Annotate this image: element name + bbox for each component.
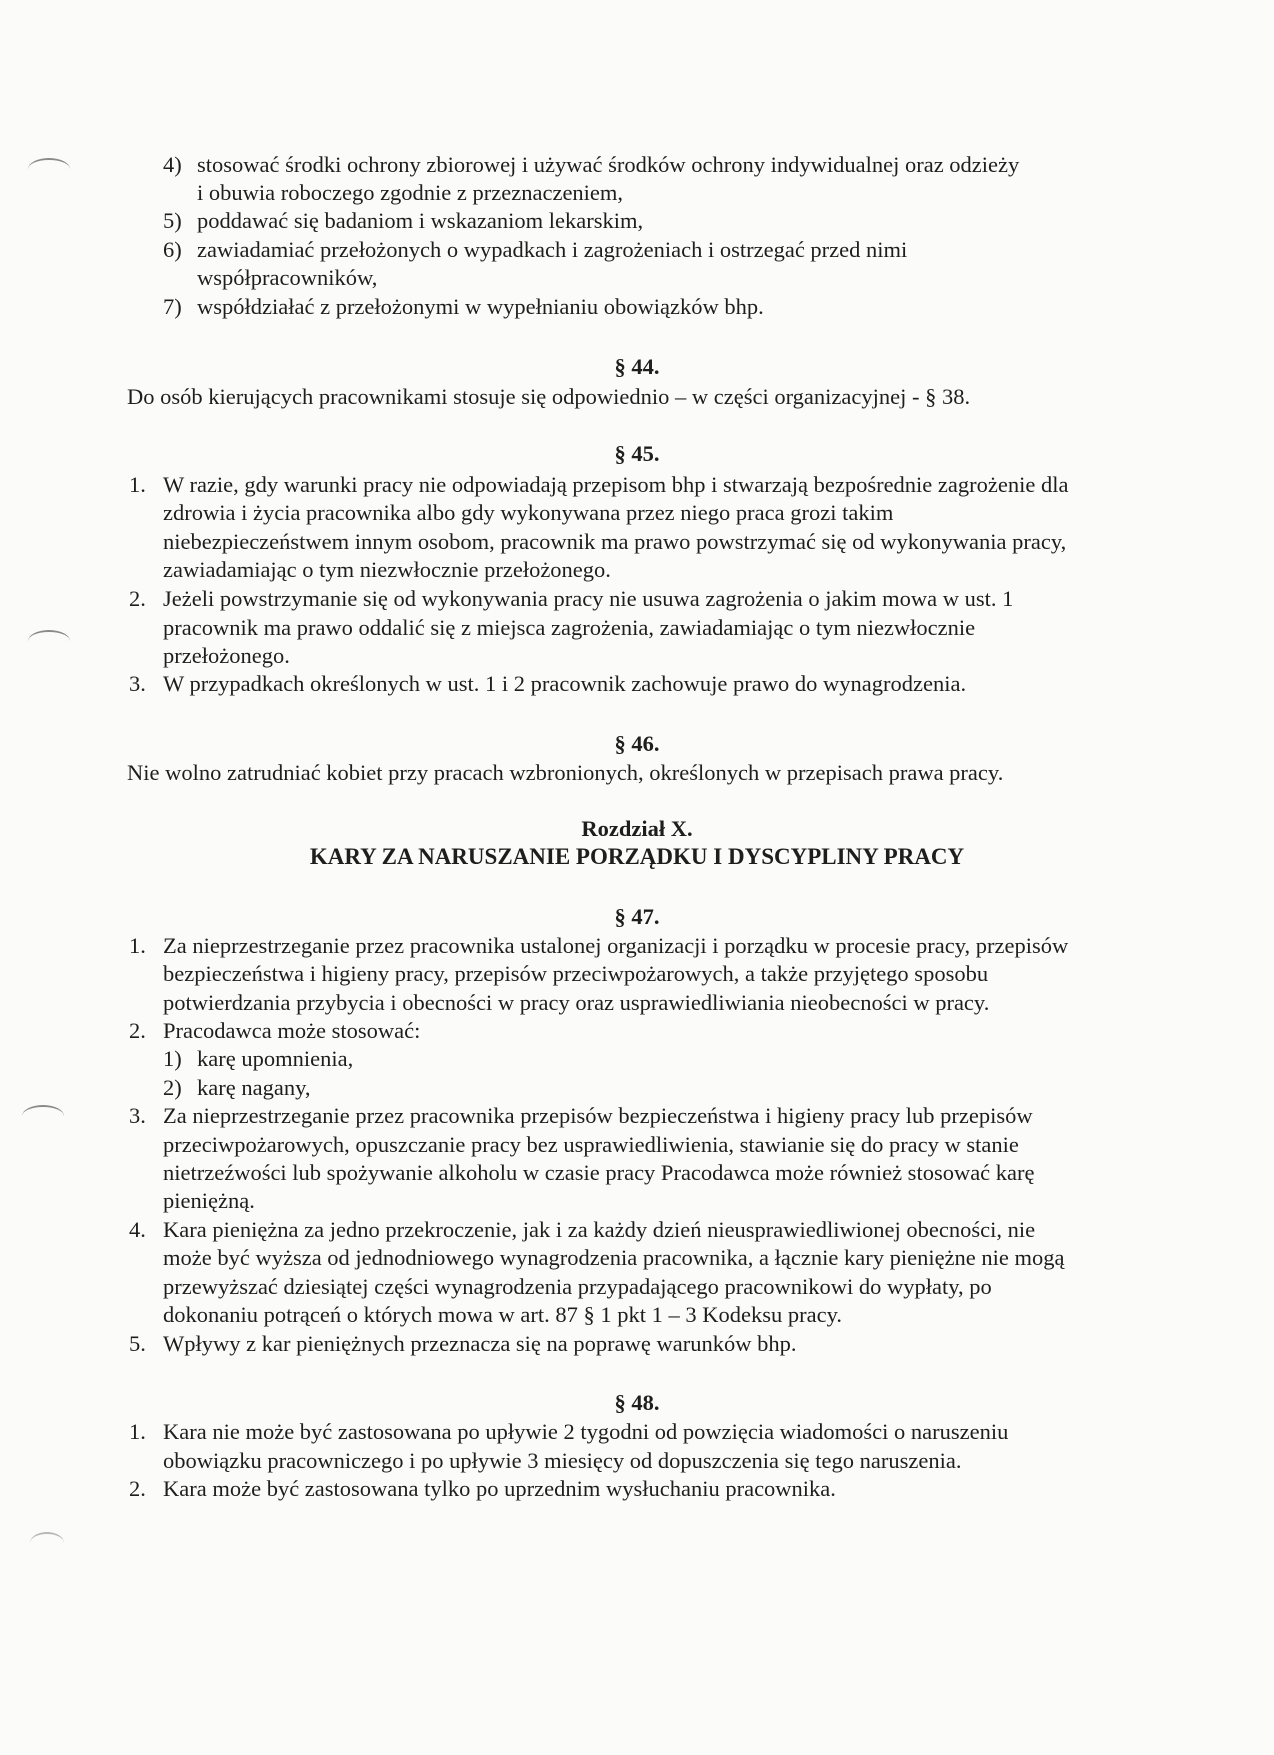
list-item-line: nietrzeźwości lub spożywanie alkoholu w czasie pracy Pracodawca może również stosować karę [163, 1160, 1035, 1185]
list-item-line: Pracodawca może stosować: [163, 1018, 421, 1043]
paragraph: Do osób kierujących pracownikami stosuje się odpowiednio – w części organizacyjnej - § 38. [127, 384, 971, 409]
sub-item-text: karę upomnienia, [197, 1046, 354, 1071]
list-item-line: Kara nie może być zastosowana po upływie 2 tygodni od powzięcia wiadomości o naruszeniu [163, 1419, 1009, 1444]
list-item-line: pracownik ma prawo oddalić się z miejsca zagrożenia, zawiadamiając o tym niezwłocznie [163, 615, 976, 640]
list-item-number: 1. [129, 933, 146, 958]
list-item-number: 3. [129, 671, 146, 696]
list-item-line: przewyższać dziesiątej części wynagrodzenia przypadającego pracownikowi do wypłaty, po [163, 1274, 992, 1299]
list-item-line: pieniężną. [163, 1188, 255, 1213]
list-item-number: 6) [163, 237, 182, 262]
list-item-line: współdziałać z przełożonymi w wypełnianiu obowiązków bhp. [197, 294, 764, 319]
list-item-line: Za nieprzestrzeganie przez pracownika przepisów bezpieczeństwa i higieny pracy lub przepisów [163, 1103, 1033, 1128]
list-item-line: przeciwpożarowych, opuszczanie pracy bez usprawiedliwienia, stawianie się do pracy w stanie [163, 1132, 1019, 1157]
section-heading: § 46. [614, 731, 660, 756]
list-item-line: Za nieprzestrzeganie przez pracownika ustalonej organizacji i porządku w procesie pracy, przepisów [163, 933, 1069, 958]
punch-hole-mark [22, 1105, 64, 1127]
punch-hole-mark [30, 1532, 64, 1554]
list-item-line: zdrowia i życia pracownika albo gdy wykonywana przez niego praca grozi takim [163, 500, 894, 525]
list-item-number: 2. [129, 586, 146, 611]
list-item-number: 2. [129, 1018, 146, 1043]
list-item-number: 4) [163, 152, 182, 177]
list-item-number: 2. [129, 1476, 146, 1501]
list-item-line: obowiązku pracowniczego i po upływie 3 miesięcy od dopuszczenia się tego naruszenia. [163, 1448, 962, 1473]
punch-hole-mark [28, 158, 70, 180]
list-item-number: 3. [129, 1103, 146, 1128]
sub-item-number: 2) [163, 1075, 182, 1100]
list-item-number: 1. [129, 1419, 146, 1444]
list-item-number: 5. [129, 1331, 146, 1356]
list-item-line: bezpieczeństwa i higieny pracy, przepisów przeciwpożarowych, a także przyjętego sposobu [163, 961, 989, 986]
list-item-number: 7) [163, 294, 182, 319]
list-item-number: 1. [129, 472, 146, 497]
list-item-line: Wpływy z kar pieniężnych przeznacza się na poprawę warunków bhp. [163, 1331, 797, 1356]
list-item-line: W razie, gdy warunki pracy nie odpowiadają przepisom bhp i stwarzają bezpośrednie zagrożenie dla [163, 472, 1069, 497]
list-item-line: W przypadkach określonych w ust. 1 i 2 pracownik zachowuje prawo do wynagrodzenia. [163, 671, 967, 696]
list-item-line: zawiadamiając o tym niezwłocznie przełożonego. [163, 557, 611, 582]
chapter-title: KARY ZA NARUSZANIE PORZĄDKU I DYSCYPLINY PRACY [309, 844, 965, 869]
list-item-line: poddawać się badaniom i wskazaniom lekarskim, [197, 208, 644, 233]
paragraph: Nie wolno zatrudniać kobiet przy pracach wzbronionych, określonych w przepisach prawa pracy. [127, 760, 1004, 785]
list-item-line: przełożonego. [163, 643, 290, 668]
chapter-label: Rozdział X. [581, 816, 693, 841]
punch-hole-mark [28, 630, 70, 652]
section-heading: § 47. [614, 904, 660, 929]
list-item-line: potwierdzania przybycia i obecności w pracy oraz usprawiedliwiania nieobecności w pracy. [163, 990, 990, 1015]
list-item-line: Jeżeli powstrzymanie się od wykonywania pracy nie usuwa zagrożenia o jakim mowa w ust. 1 [163, 586, 1014, 611]
list-item-line: stosować środki ochrony zbiorowej i używać środków ochrony indywidualnej oraz odzieży [197, 152, 1020, 177]
section-heading: § 44. [614, 354, 660, 379]
list-item-number: 4. [129, 1217, 146, 1242]
list-item-line: niebezpieczeństwem innym osobom, pracownik ma prawo powstrzymać się od wykonywania pracy, [163, 529, 1067, 554]
list-item-line: zawiadamiać przełożonych o wypadkach i zagrożeniach i ostrzegać przed nimi [197, 237, 908, 262]
list-item-line: dokonaniu potrąceń o których mowa w art. 87 § 1 pkt 1 – 3 Kodeksu pracy. [163, 1302, 843, 1327]
sub-item-text: karę nagany, [197, 1075, 311, 1100]
section-heading: § 48. [614, 1390, 660, 1415]
list-item-line: może być wyższa od jednodniowego wynagrodzenia pracownika, a łącznie kary pieniężne nie mogą [163, 1245, 1065, 1270]
section-heading: § 45. [614, 441, 660, 466]
list-item-line: współpracowników, [197, 265, 378, 290]
list-item-line: i obuwia roboczego zgodnie z przeznaczeniem, [197, 180, 624, 205]
list-item-line: Kara pieniężna za jedno przekroczenie, jak i za każdy dzień nieusprawiedliwionej obecności, nie [163, 1217, 1036, 1242]
sub-item-number: 1) [163, 1046, 182, 1071]
list-item-number: 5) [163, 208, 182, 233]
list-item-line: Kara może być zastosowana tylko po uprzednim wysłuchaniu pracownika. [163, 1476, 836, 1501]
